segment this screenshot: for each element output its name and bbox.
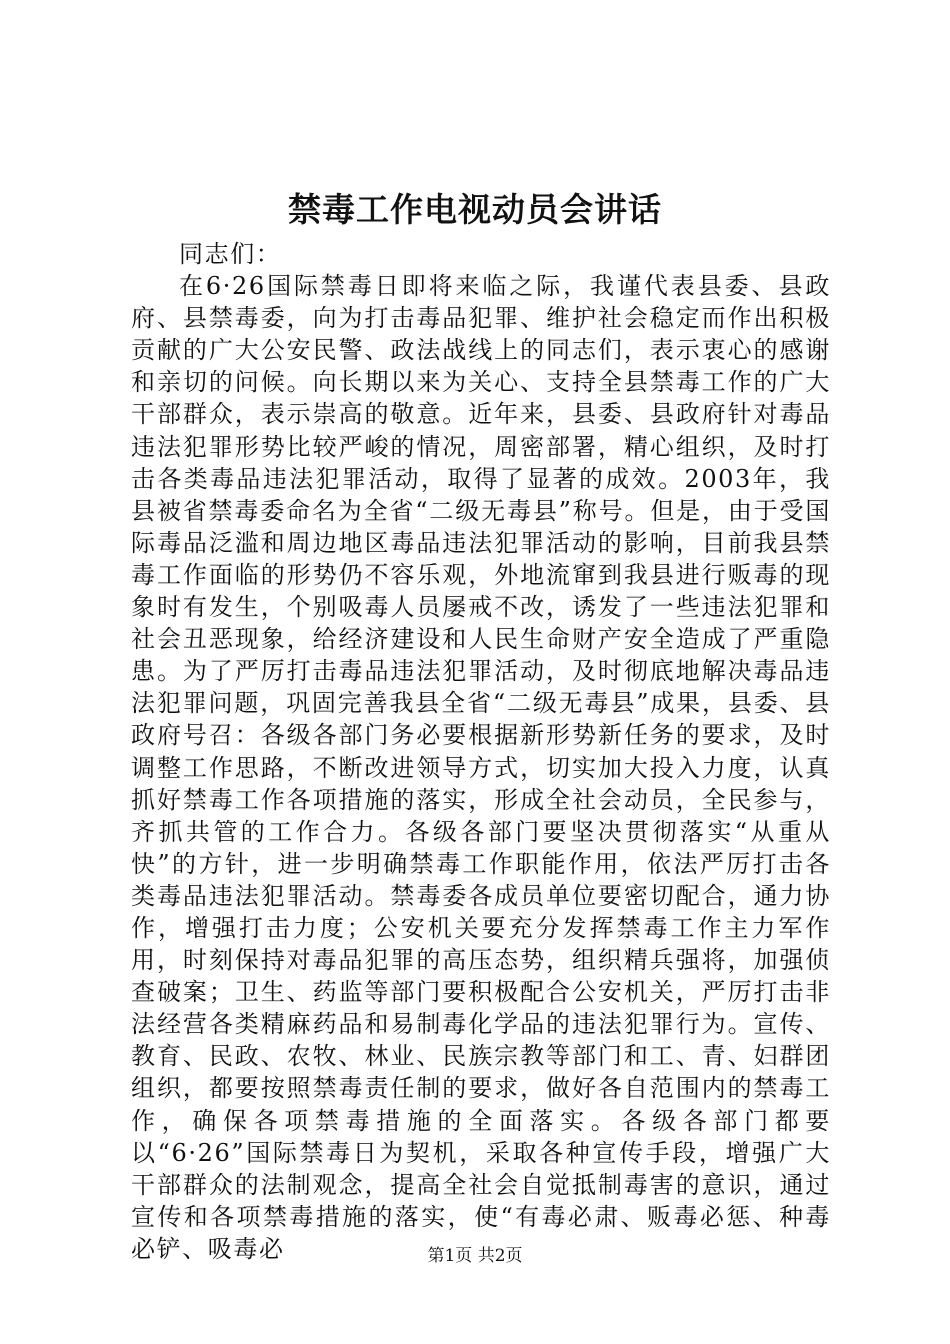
document-body	[131, 238, 831, 1265]
body-paragraph: 在6·26国际禁毒日即将来临之际，我谨代表县委、县政府、县禁毒委，向为打击毒品犯罪、维护社会稳定而作出积极贡献的广大公安民警、政法战线上的同志们，表示衷心的感谢和亲切的问候。向长期以来为关心、支持全县禁毒工作的广大干部群众，表示崇高的敬意。近年来，县委、县政府针对毒品违法犯罪形势比较严峻的情况，周密部署，精心组织，及时打击各类毒品违法犯罪活动，取得了显著的成效。2003年，我县被省禁毒委命名为全省“二级无毒县”称号。但是，由于受国际毒品泛滥和周边地区毒品违法犯罪活动的影响，目前我县禁毒工作面临的形势仍不容乐观，外地流窜到我县进行贩毒的现象时有发生，个别吸毒人员屡戒不改，诱发了一些违法犯罪和社会丑恶现象，给经济建设和人民生命财产安全造成了严重隐患。为了严厉打击毒品违法犯罪活动，及时彻底地解决毒品违法犯罪问题，巩固完善我县全省“二级无毒县”成果，县委、县政府号召：各级各部门务必要根据新形势新任务的要求，及时调整工作思路，不断改进领导方式，切实加大投入力度，认真抓好禁毒工作各项措施的落实，形成全社会动员，全民参与，齐抓共管的工作合力。各级各部门要坚决贯彻落实“从重从快”的方针，进一步明确禁毒工作职能作用，依法严厉打击各类毒品违法犯罪活动。禁毒委各成员单位要密切配合，通力协作，增强打击力度；公安机关要充分发挥禁毒工作主力军作用，时刻保持对毒品犯罪的高压态势，组织精兵强将，加强侦查破案；卫生、药监等部门要积极配合公安机关，严厉打击非法经营各类精麻药品和易制毒化学品的违法犯罪行为。宣传、教育、民政、农牧、林业、民族宗教等部门和工、青、妇群团组织，都要按照禁毒责任制的要求，做好各自范围内的禁毒工作，确保各项禁毒措施的全面落实。各级各部门都要以“6·26”国际禁毒日为契机，采取各种宣传手段，增强广大干部群众的法制观念，提高全社会自觉抵制毒害的意识，通过宣传和各项禁毒措施的落实，使“有毒必肃、贩毒必惩、种毒必铲、吸毒必	[131, 272, 831, 1263]
document-title: 禁毒工作电视动员会讲话	[288, 190, 662, 229]
page-number-footer: 第1页 共2页	[427, 1246, 523, 1266]
salutation: 同志们：	[179, 240, 282, 268]
